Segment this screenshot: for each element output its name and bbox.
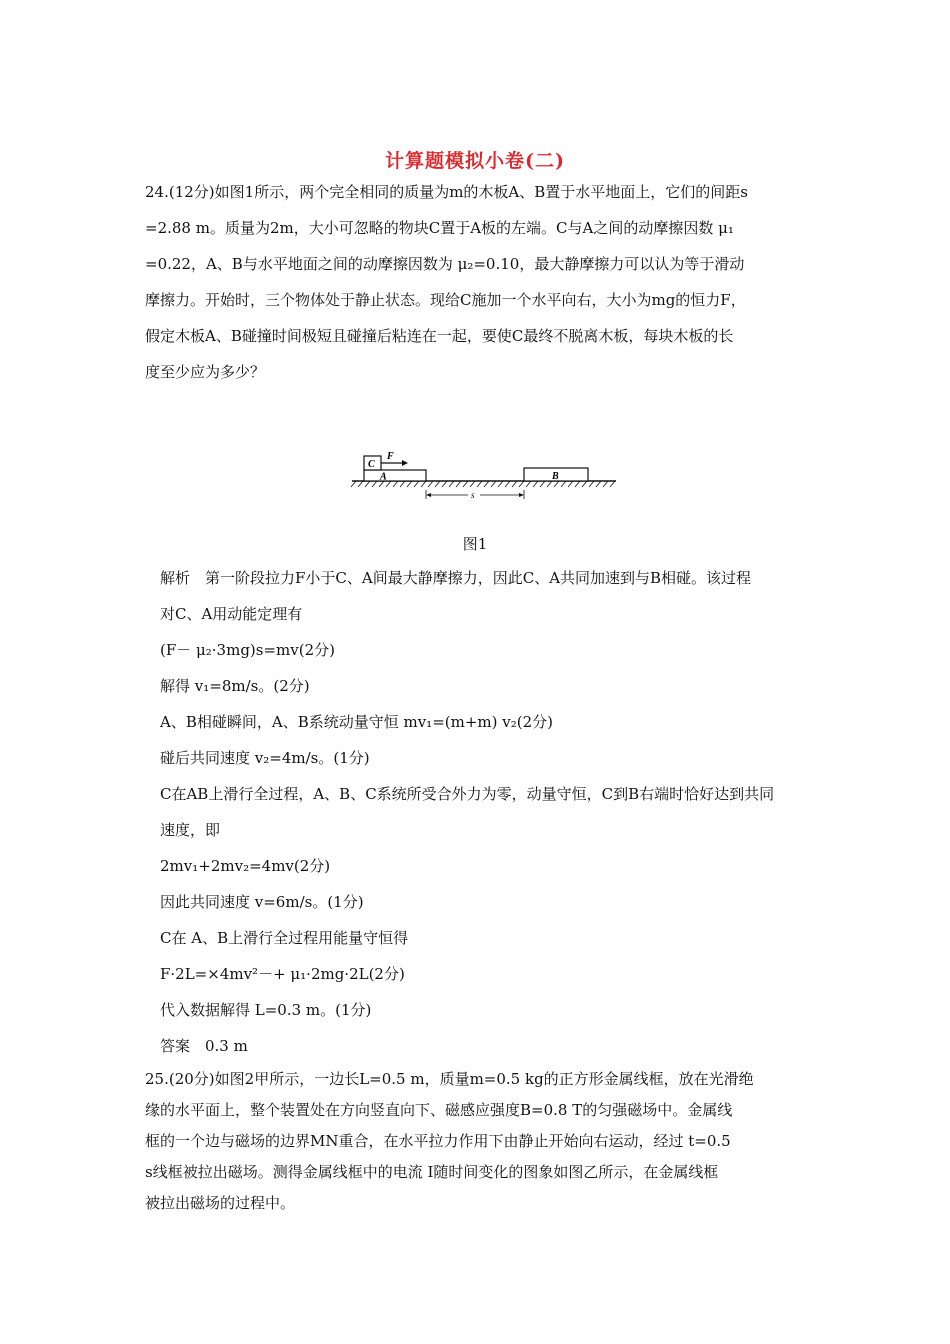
answer-line: 答案 0.3 m [160,1037,248,1055]
block-c-label: C [368,459,375,470]
board-a [364,470,426,481]
board-b-label: B [552,471,559,482]
solution-line: (F－ μ₂·3mg)s=mv(2分) [160,641,335,659]
force-arrow-head [402,460,408,466]
question-24-line: =2.88 m。质量为2m，大小可忽略的物块C置于A板的左端。C与A之间的动摩擦因数 μ₁ [145,219,734,237]
solution-line: C在 A、B上滑行全过程用能量守恒得 [160,929,409,947]
question-24-line: 度至少应为多少？ [145,363,266,381]
board-a-label: A [380,471,387,483]
figure-1-diagram [350,450,618,506]
question-25-line: 框的一个边与磁场的边界MN重合，在水平拉力作用下由静止开始向右运动，经过 t=0.5 [145,1132,731,1150]
solution-line: 因此共同速度 v=6m/s。(1分) [160,893,364,911]
question-25-line: 被拉出磁场的过程中。 [145,1194,296,1212]
question-25-line: 缘的水平面上，整个装置处在方向竖直向下、磁感应强度B=0.8 T的匀强磁场中。金属线 [145,1101,733,1119]
question-24-line: 24.(12分)如图1所示，两个完全相同的质量为m的木板A、B置于水平地面上，它们的间距s [145,183,748,201]
solution-24 [160,560,810,1064]
solution-line: C在AB上滑行全过程，A、B、C系统所受合外力为零，动量守恒，C到B右端时恰好达到共同 [160,785,775,803]
ground-hatching [351,481,615,487]
solution-line: 解析 第一阶段拉力F小于C、A间最大静摩擦力，因此C、A共同加速到与B相碰。该过程 [160,569,752,587]
solution-line: F·2L=×4mv²－+ μ₁·2mg·2L(2分) [160,965,405,983]
figure-1-caption: 图1 [462,535,488,553]
question-24-line: 摩擦力。开始时，三个物体处于静止状态。现给C施加一个水平向右，大小为mg的恒力F， [145,291,746,309]
question-24-line: 假定木板A、B碰撞时间极短且碰撞后粘连在一起，要使C最终不脱离木板，每块木板的长 [145,327,734,345]
solution-line: 2mv₁+2mv₂=4mv(2分) [160,857,331,875]
question-25 [145,1064,810,1219]
solution-line: A、B相碰瞬间，A、B系统动量守恒 mv₁=(m+m) v₂(2分) [160,713,553,731]
question-25-line: s线框被拉出磁场。测得金属线框中的电流 I随时间变化的图象如图乙所示，在金属线框 [145,1163,719,1181]
question-24-line: =0.22，A、B与水平地面之间的动摩擦因数为 μ₂=0.10，最大静摩擦力可以认为等于滑动 [145,255,745,273]
solution-line: 速度，即 [160,821,221,839]
question-24 [145,174,810,390]
solution-line: 碰后共同速度 v₂=4m/s。(1分) [160,749,370,767]
question-25-line: 25.(20分)如图2甲所示，一边长L=0.5 m，质量m=0.5 kg的正方形金属线框，放在光滑绝 [145,1070,754,1088]
distance-s-label: s [471,490,475,500]
solution-line: 代入数据解得 L=0.3 m。(1分) [160,1001,372,1019]
solution-line: 对C、A用动能定理有 [160,605,303,623]
solution-line: 解得 v₁=8m/s。(2分) [160,677,310,695]
force-f-label: F [387,451,394,462]
page-title: 计算题模拟小卷(二) [385,150,565,172]
